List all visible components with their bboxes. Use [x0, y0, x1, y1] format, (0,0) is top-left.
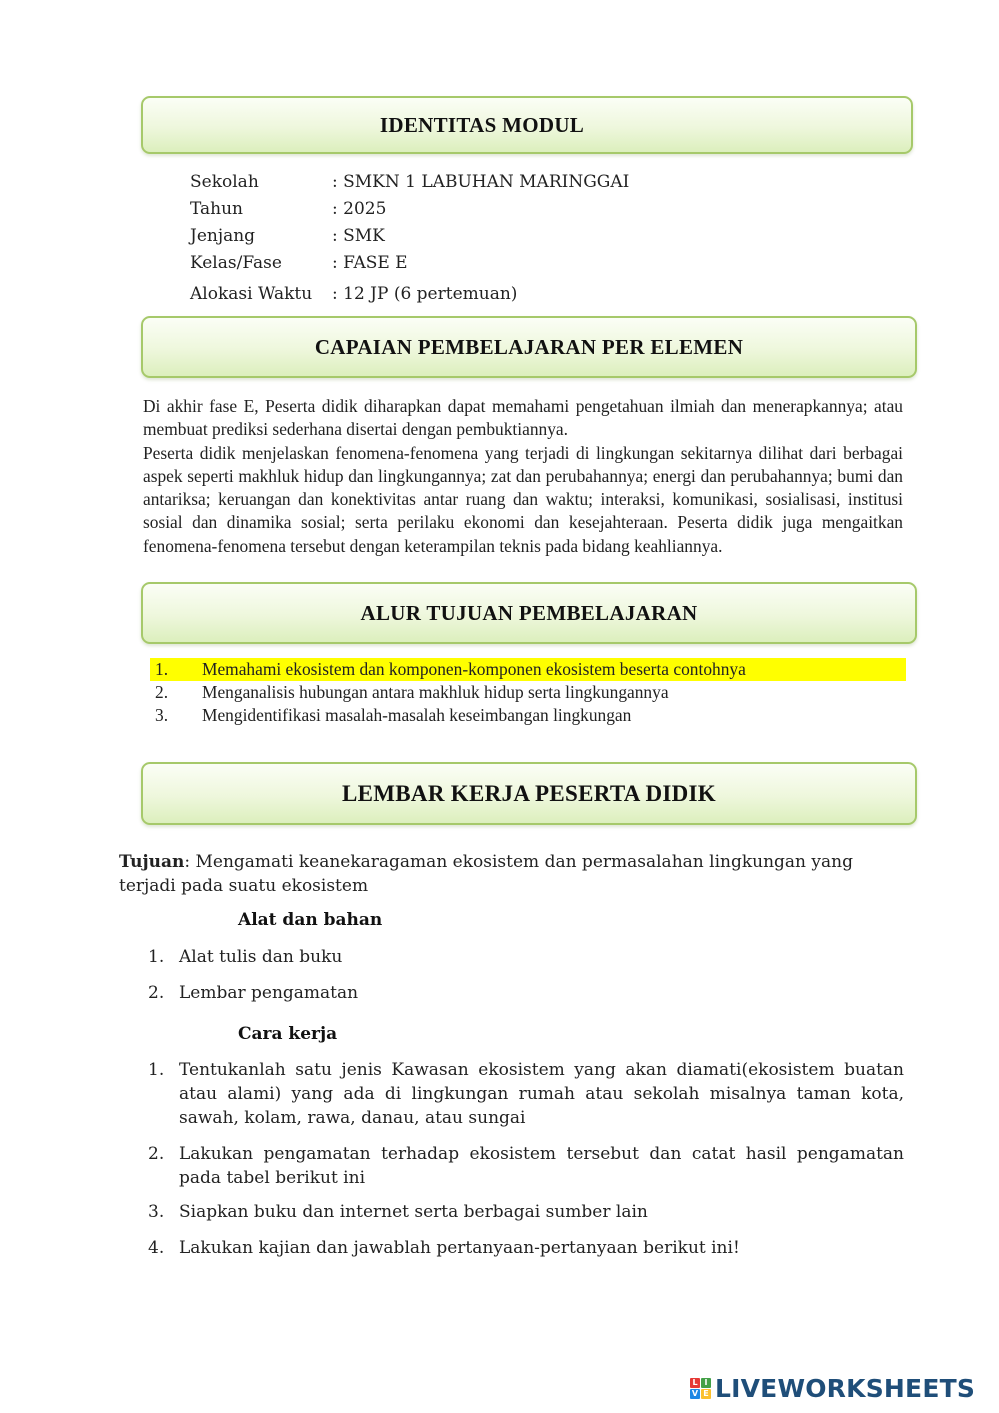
- alur-list: [150, 658, 906, 727]
- list-number: 1.: [148, 947, 165, 967]
- brand-name: LIVEWORKSHEETS: [715, 1373, 976, 1403]
- list-text: Lakukan kajian dan jawablah pertanyaan-pertanyaan berikut ini!: [179, 1238, 740, 1258]
- alur-item: [150, 681, 906, 704]
- list-number: 4.: [148, 1238, 165, 1258]
- alur-number: 3.: [155, 705, 169, 725]
- section-title: CAPAIAN PEMBELAJARAN PER ELEMEN: [314, 334, 744, 359]
- alur-text: Menganalisis hubungan antara makhluk hidup serta lingkungannya: [202, 682, 669, 702]
- identitas-row: [190, 172, 790, 196]
- mark-letter: L: [690, 1378, 700, 1388]
- identitas-value: : 12 JP (6 pertemuan): [332, 284, 518, 304]
- list-text: Alat tulis dan buku: [179, 947, 343, 967]
- section-title: LEMBAR KERJA PESERTA DIDIK: [342, 780, 716, 806]
- section-banner-capaian: [141, 316, 917, 378]
- alur-item: [150, 704, 906, 727]
- capaian-paragraph-2: Peserta didik menjelaskan fenomena-fenomena yang terjadi di lingkungan sekitarnya dilihat dari berbagai aspek seperti makhluk hidup dan lingkungannya; zat dan perubahannya; energi dan perubahannya; bumi dan antariksa; keruangan dan konektivitas antar ruang dan waktu; interaksi, komunikasi, sosialisasi, institusi sosial dan dinamika sosial; serta perilaku ekonomi dan kesejahteraan. Peserta didik juga mengaitkan fenomena-fenomena tersebut dengan keterampilan teknis pada bidang keahliannya.: [143, 442, 903, 556]
- mark-letter: E: [701, 1389, 711, 1399]
- tujuan-paragraph: [119, 850, 904, 898]
- identitas-row: [190, 226, 790, 250]
- identitas-label: Jenjang: [190, 226, 256, 246]
- identitas-value: : FASE E: [332, 253, 408, 273]
- alur-text: Memahami ekosistem dan komponen-komponen ekosistem beserta contohnya: [202, 659, 746, 679]
- identitas-label: Alokasi Waktu: [190, 284, 313, 304]
- identitas-label: Kelas/Fase: [190, 253, 282, 273]
- identitas-row: [190, 284, 790, 308]
- tujuan-label: Tujuan: [119, 852, 185, 872]
- section-title: ALUR TUJUAN PEMBELAJARAN: [360, 600, 698, 625]
- capaian-text: [143, 395, 903, 558]
- alur-text: Mengidentifikasi masalah-masalah keseimbangan lingkungan: [202, 705, 632, 725]
- list-number: 2.: [148, 1144, 165, 1164]
- alur-number: 1.: [155, 659, 169, 679]
- list-number: 3.: [148, 1202, 165, 1222]
- identitas-row: [190, 199, 790, 223]
- alur-item-highlighted: [150, 658, 906, 681]
- identitas-label: Tahun: [190, 199, 244, 219]
- list-text: Siapkan buku dan internet serta berbagai sumber lain: [179, 1202, 648, 1222]
- alat-heading: Alat dan bahan: [238, 910, 383, 930]
- list-text: Tentukanlah satu jenis Kawasan ekosistem yang akan diamati(ekosistem buatan atau alami) yang ada di lingkungan rumah atau sekolah misalnya taman kota, sawah, kolam, rawa, danau, atau sungai: [179, 1060, 904, 1128]
- list-number: 2.: [148, 983, 165, 1003]
- tujuan-text: : Mengamati keanekaragaman ekosistem dan permasalahan lingkungan yang terjadi pada suatu ekosistem: [119, 852, 853, 896]
- identitas-row: [190, 253, 790, 277]
- mark-letter: V: [691, 1388, 699, 1398]
- identitas-label: Sekolah: [190, 172, 259, 192]
- section-banner-lkpd: [141, 762, 917, 825]
- list-text: Lakukan pengamatan terhadap ekosistem tersebut dan catat hasil pengamatan pada tabel berikut ini: [179, 1144, 904, 1188]
- liveworksheets-logo[interactable]: [690, 1373, 975, 1403]
- liveworksheets-mark-icon: [690, 1378, 711, 1399]
- capaian-paragraph-1: Di akhir fase E, Peserta didik diharapkan dapat memahami pengetahuan ilmiah dan menerapkannya; atau membuat prediksi sederhana disertai dengan pembuktiannya.: [143, 396, 903, 440]
- list-text: Lembar pengamatan: [179, 983, 359, 1003]
- section-banner-identitas: [141, 96, 913, 154]
- cara-heading: Cara kerja: [238, 1024, 338, 1044]
- identitas-value: : SMKN 1 LABUHAN MARINGGAI: [332, 172, 630, 192]
- identitas-value: : SMK: [332, 226, 385, 246]
- section-title: IDENTITAS MODUL: [379, 112, 585, 137]
- section-banner-alur: [141, 582, 917, 644]
- mark-letter: I: [701, 1378, 711, 1388]
- alur-number: 2.: [155, 682, 169, 702]
- list-number: 1.: [148, 1060, 165, 1080]
- identitas-value: : 2025: [332, 199, 387, 219]
